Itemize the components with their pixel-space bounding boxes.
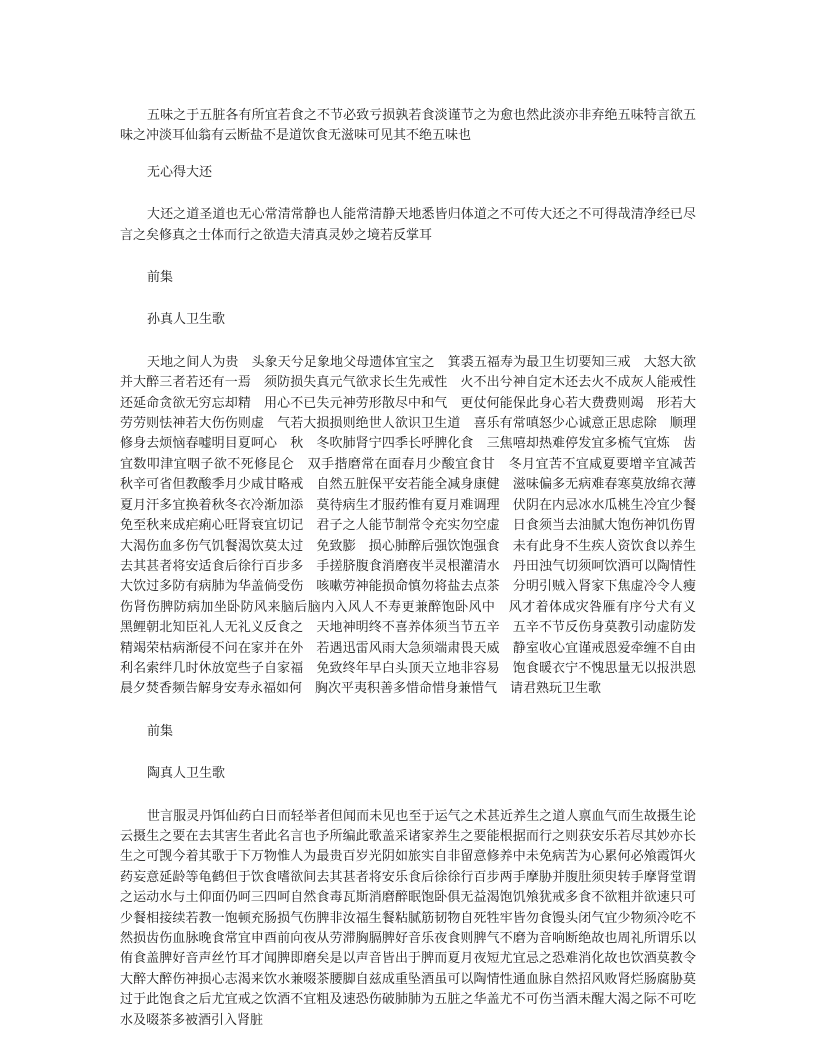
paragraph-dahuan: 大还之道圣道也无心常清常静也人能常清静天地悉皆归体道之不可传大还之不可得哉清净经已尽言之矣修真之士体而行之欲造夫清真灵妙之境若反掌耳	[120, 207, 696, 243]
section-heading-wuxin-dehuan: 无心得大还	[147, 164, 213, 180]
document-page	[120, 106, 710, 1031]
section-heading-sun-zhenren: 孙真人卫生歌	[147, 312, 226, 328]
poem-sun-zhenren-weisheng: 天地之间人为贵 头象天兮足象地父母遗体宜宝之 箕裘五福寿为最卫生切要知三戒 大怒大欲并大醉三者若还有一焉 须防损失真元气欲求长生先戒性 火不出兮神自定木还去火不成灰人能戒性还延命贪欲无穷忘却精 用心不已失元神劳形散尽中和气 更仗何能保此身心若大费费则竭 形若大劳劳则怯神若大伤伤则虚 气若大损损则绝世人欲识卫生道 喜乐有常嗔怒少心诚意正思虑除 顺理修身去烦恼春嘘明目夏呵心 秋 冬吹肺肾宁四季长呼脾化食 三焦嘻却热难停发宜多梳气宜炼 齿宜数叩津宜咽子欲不死修昆仑 双手揩磨常在面春月少酸宜食甘 冬月宜苦不宜咸夏要增辛宜减苦 秋辛可省但教酸季月少咸甘略戒 自然五脏保平安若能全减身康健 滋味偏多无病难春寒莫放绵衣薄 夏月汗多宜换着秋冬衣冷渐加添 莫待病生才服药惟有夏月难调理 伏阴在内忌冰水瓜桃生冷宜少餐 免至秋来成疟痢心旺肾衰宜切记 君子之人能节制常令充实勿空虚 日食须当去油腻大饱伤神饥伤胃 大渴伤血多伤气饥餐渴饮莫太过 免致膨 损心肺醉后强饮饱强食 未有此身不生疾人资饮食以养生 去其甚者将安适食后徐行百步多 手搓脐腹食消磨夜半灵根灌清水 丹田浊气切须呵饮酒可以陶情性 大饮过多防有病肺为华盖倘受伤 咳嗽劳神能损命慎勿将盐去点茶 分明引贼入肾家下焦虚冷令人瘦 伤肾伤脾防病加坐卧防风来脑后脑内入风人不寿更兼醉饱卧风中 风才着体成灾咎雁有序兮犬有义 黑鲤朝北知臣礼人无礼义反食之 天地神明终不喜养体须当节五辛 五辛不节反伤身莫教引动虚防发 精竭荣枯病渐侵不问在家并在外 若遇迅雷风雨大急须端肃畏天威 静室收心宜谨戒恩爱牵缠不自由 利名索绊几时休放宽些子自家福 免致终年早白头顶天立地非容易 饱食暖衣宁不愧思量无以报洪恩 晨夕焚香频告解身安寿永福如何 胸次平夷积善多惜命惜身兼惜气 请君熟玩卫生歌	[120, 354, 710, 697]
paragraph-five-flavors: 五味之于五脏各有所宜若食之不节必致亏损孰若食淡谨节之为愈也然此淡亦非弃绝五味特言欲五味之冲淡耳仙翁有云断盐不是道饮食无滋味可见其不绝五味也	[120, 108, 696, 144]
section-heading-tao-zhenren: 陶真人卫生歌	[147, 766, 226, 782]
paragraph-tao-zhenren-weisheng: 世言服灵丹饵仙药白日而轻举者但闻而未见也至于运气之术甚近养生之道人禀血气而生故摄生论云摄生之要在去其害生者此名言也予所编此歌盖采诸家养生之要能根据而行之则获安乐若尽其妙亦长生之可觊今着其歌于下万物惟人为最贵百岁光阴如旅实自非留意修养中未免病苦为心累何必飧霞饵火药妄意延龄等龟鹤但于饮食嗜欲间去其甚者将安乐食后徐徐行百步两手摩胁并腹肚须臾转手摩肾堂谓之运动水与土仰面仍呵三四呵自然食毒瓦斯消磨醉眠饱卧俱无益渴饱饥飧犹戒多食不欲粗并欲速只可少餐相接续若教一饱顿充肠损气伤脾非汝福生餐粘腻筋韧物自死牲牢皆勿食馒头闭气宜少物须冷吃不然损齿伤血脉晚食常宜申酉前向夜从劳滞胸膈脾好音乐夜食则脾气不磨为音响断绝故也周礼所谓乐以侑食盖脾好音声丝竹耳才闻脾即磨矣是以声音皆出于脾而夏月夜短尤宜忌之恐难消化故也饮酒莫教令大醉大醉伤神损心志渴来饮水兼啜茶腰脚自兹成重坠酒虽可以陶情性通血脉自然招风败肾烂肠腐胁莫过于此饱食之后尤宜戒之饮酒不宜粗及速恐伤破肺肺为五脏之华盖尤不可伤当酒未醒大渴之际不可吃水及啜茶多被酒引入肾脏	[120, 808, 696, 1028]
section-heading-qianji-1: 前集	[147, 270, 174, 286]
section-heading-qianji-2: 前集	[147, 723, 174, 739]
